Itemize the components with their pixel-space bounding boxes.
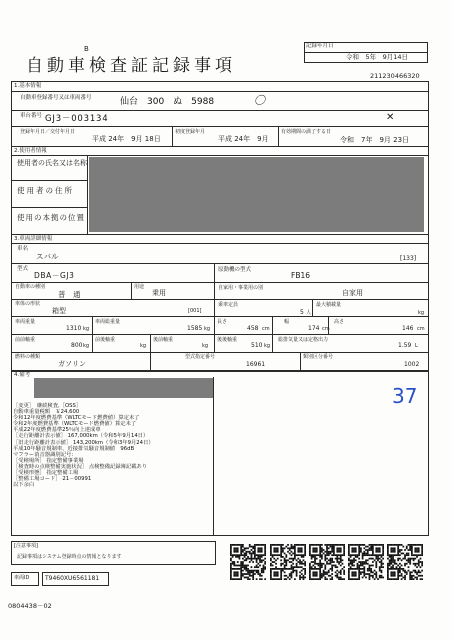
remark-line: 令和12年度燃費基準（WLTCモード燃費値）算定未了 xyxy=(13,415,140,422)
front-rear-axle-unit: kg xyxy=(140,343,147,349)
width-value: 174 xyxy=(308,325,320,332)
vehicle-id-value: T9460XU6561181 xyxy=(45,575,100,582)
base-location-label: 使用の本拠の位置 xyxy=(17,213,85,222)
remark-line: 自動車重量税額 ￥24,600 xyxy=(13,409,80,416)
section-user-title: 2.使用者情報 xyxy=(14,148,47,154)
length-label: 長さ xyxy=(217,319,228,325)
section-vehicle-title: 3.車両詳細情報 xyxy=(14,236,53,242)
first-registration-label: 初度登録年月 xyxy=(175,129,206,135)
redacted-user-info xyxy=(89,157,424,232)
private-label: 自家用・事業用の別 xyxy=(218,285,264,291)
notice-text: 記録事項はシステム登録時点の情報となります xyxy=(17,554,122,560)
user-name-label: 使用者の氏名又は名称 xyxy=(17,159,87,167)
remark-line: ［整備工場コード］ 21－00991 xyxy=(13,476,92,483)
displacement-label: 総排気量又は定格出力 xyxy=(278,337,329,343)
max-load-label: 最大積載量 xyxy=(316,302,342,308)
width-unit: cm xyxy=(322,326,330,332)
redacted-remarks-header xyxy=(34,378,214,398)
type-number-label: 型式指定番号 xyxy=(185,354,216,360)
width-label: 幅 xyxy=(284,319,290,325)
weight-label: 車両重量 xyxy=(15,319,36,325)
body-value: 箱型 xyxy=(52,307,66,315)
chassis-number-label: 車台番号 xyxy=(20,113,43,119)
expiry-date-value: 令和 7年 9月 23日 xyxy=(340,136,410,144)
rear-front-axle-label: 後前軸重 xyxy=(153,337,174,343)
capacity-label: 乗車定員 xyxy=(218,302,239,308)
front-front-axle-value: 800 xyxy=(71,342,83,349)
handwritten-x: ✕ xyxy=(386,112,395,123)
user-address-label: 使用者の住所 xyxy=(17,186,74,195)
document-number: 211230466320 xyxy=(370,72,420,80)
maker-label: 車名 xyxy=(17,246,29,252)
use-label: 用途 xyxy=(134,284,145,290)
code-001: [001] xyxy=(188,308,202,314)
rear-rear-axle-unit: kg xyxy=(264,343,271,349)
remark-line: 平成22年度燃費基準25％向上達成車 xyxy=(13,427,101,434)
section-remarks-title: 4.備考 xyxy=(14,372,31,378)
vehicle-id-label: 車両ID xyxy=(14,575,30,581)
kind-label: 自動車の種別 xyxy=(15,284,46,290)
record-date-label: 記録年月日 xyxy=(306,43,334,49)
remarks-list xyxy=(13,403,213,488)
length-value: 458 xyxy=(247,325,259,332)
fuel-label: 燃料の種類 xyxy=(15,354,41,360)
page-title: 自動車検査証記録事項 xyxy=(26,56,236,76)
first-registration-value: 平成 24年 9月 xyxy=(218,135,269,143)
body-label: 車体の形状 xyxy=(15,301,41,307)
remark-line: ［変更］ 継続検査,［OSS］ xyxy=(13,403,82,409)
model-value: DBA－GJ3 xyxy=(34,271,75,280)
front-front-axle-unit: kg xyxy=(83,343,90,349)
height-unit: cm xyxy=(417,326,425,332)
gross-weight-unit: kg xyxy=(204,326,211,332)
qr-code-3 xyxy=(309,544,345,580)
chassis-number-value: GJ3－003134 xyxy=(45,114,109,124)
remark-line: ［旧走行距離計表示値］ 143,200km（令和3年9月24日） xyxy=(13,439,154,446)
class-number-label: 類別区分番号 xyxy=(303,354,334,360)
height-label: 高さ xyxy=(334,319,345,325)
remark-line: ［走行距離計表示値］ 167,000km（令和5年9月14日） xyxy=(13,433,149,440)
remark-line: ［検査時の点検整備実施状況］ 点検整備記録簿記載あり xyxy=(13,463,148,470)
displacement-value: 1.59 xyxy=(398,342,412,349)
use-value: 乗用 xyxy=(152,289,166,297)
length-unit: cm xyxy=(262,326,270,332)
footer-code: 0804438－02 xyxy=(8,602,52,610)
rear-front-axle-unit: kg xyxy=(202,343,209,349)
handwritten-number: 37 xyxy=(392,384,418,408)
displacement-unit: L xyxy=(415,343,418,349)
type-number-value: 16961 xyxy=(246,361,266,368)
notice-label: [注意事項] xyxy=(14,543,38,549)
capacity-unit: 人 xyxy=(306,310,312,316)
rear-rear-axle-label: 後後軸重 xyxy=(217,337,238,343)
kind-value: 普 通 xyxy=(58,290,81,299)
maker-value: スバル xyxy=(36,252,59,261)
section-basic-title: 1.基本情報 xyxy=(14,83,42,89)
gross-weight-value: 1585 xyxy=(187,325,203,332)
code-133: [133] xyxy=(400,255,417,262)
max-load-unit: kg xyxy=(418,310,425,316)
weight-value: 1310 xyxy=(66,325,82,332)
height-value: 146 xyxy=(402,325,414,332)
class-number-value: 1002 xyxy=(404,361,420,368)
engine-value: FB16 xyxy=(291,271,311,280)
registration-date-value: 平成 24年 9月 18日 xyxy=(92,135,161,143)
qr-code-4 xyxy=(348,544,384,580)
small-mark: B xyxy=(84,45,89,53)
remark-line: 平成10年騒音規制車、近接排気騒音規制値 96dB xyxy=(13,445,135,452)
remark-line: 以下余白 xyxy=(13,482,35,489)
registration-date-label: 登録年月日／交付年月日 xyxy=(20,129,76,135)
remark-line: マフラー消音器識別記号： xyxy=(13,451,77,458)
qr-code-5 xyxy=(387,544,423,580)
remark-line: ［受検場所］ 指定整備事業場 xyxy=(13,457,84,464)
engine-label: 原動機の型式 xyxy=(218,267,252,273)
fuel-value: ガソリン xyxy=(58,360,86,368)
weight-unit: kg xyxy=(83,326,90,332)
registration-number-label: 自動車登録番号又は車両番号 xyxy=(20,95,92,101)
front-front-axle-label: 前前軸重 xyxy=(15,337,36,343)
rear-rear-axle-value: 510 xyxy=(251,342,263,349)
remark-line: ［受検形態］ 指定整備工場 xyxy=(13,470,79,477)
notice-box xyxy=(11,541,216,565)
qr-code-1 xyxy=(230,544,266,580)
qr-code-2 xyxy=(270,544,306,580)
remark-line: 令和2年度燃費基準（WLTCモード燃費値）算定未了 xyxy=(13,421,137,428)
private-value: 自家用 xyxy=(342,289,363,297)
gross-weight-label: 車両総重量 xyxy=(95,319,121,325)
model-label: 型式 xyxy=(17,266,29,272)
handwritten-mark: 〇 xyxy=(254,94,265,107)
record-date-value: 令和 5年 9月14日 xyxy=(346,53,409,61)
expiry-date-label: 有効期間の満了する日 xyxy=(281,129,332,135)
front-rear-axle-label: 前後軸重 xyxy=(95,337,116,343)
capacity-value: 5 xyxy=(300,309,304,316)
registration-number-value: 仙台 300 ぬ 5988 xyxy=(120,97,215,107)
